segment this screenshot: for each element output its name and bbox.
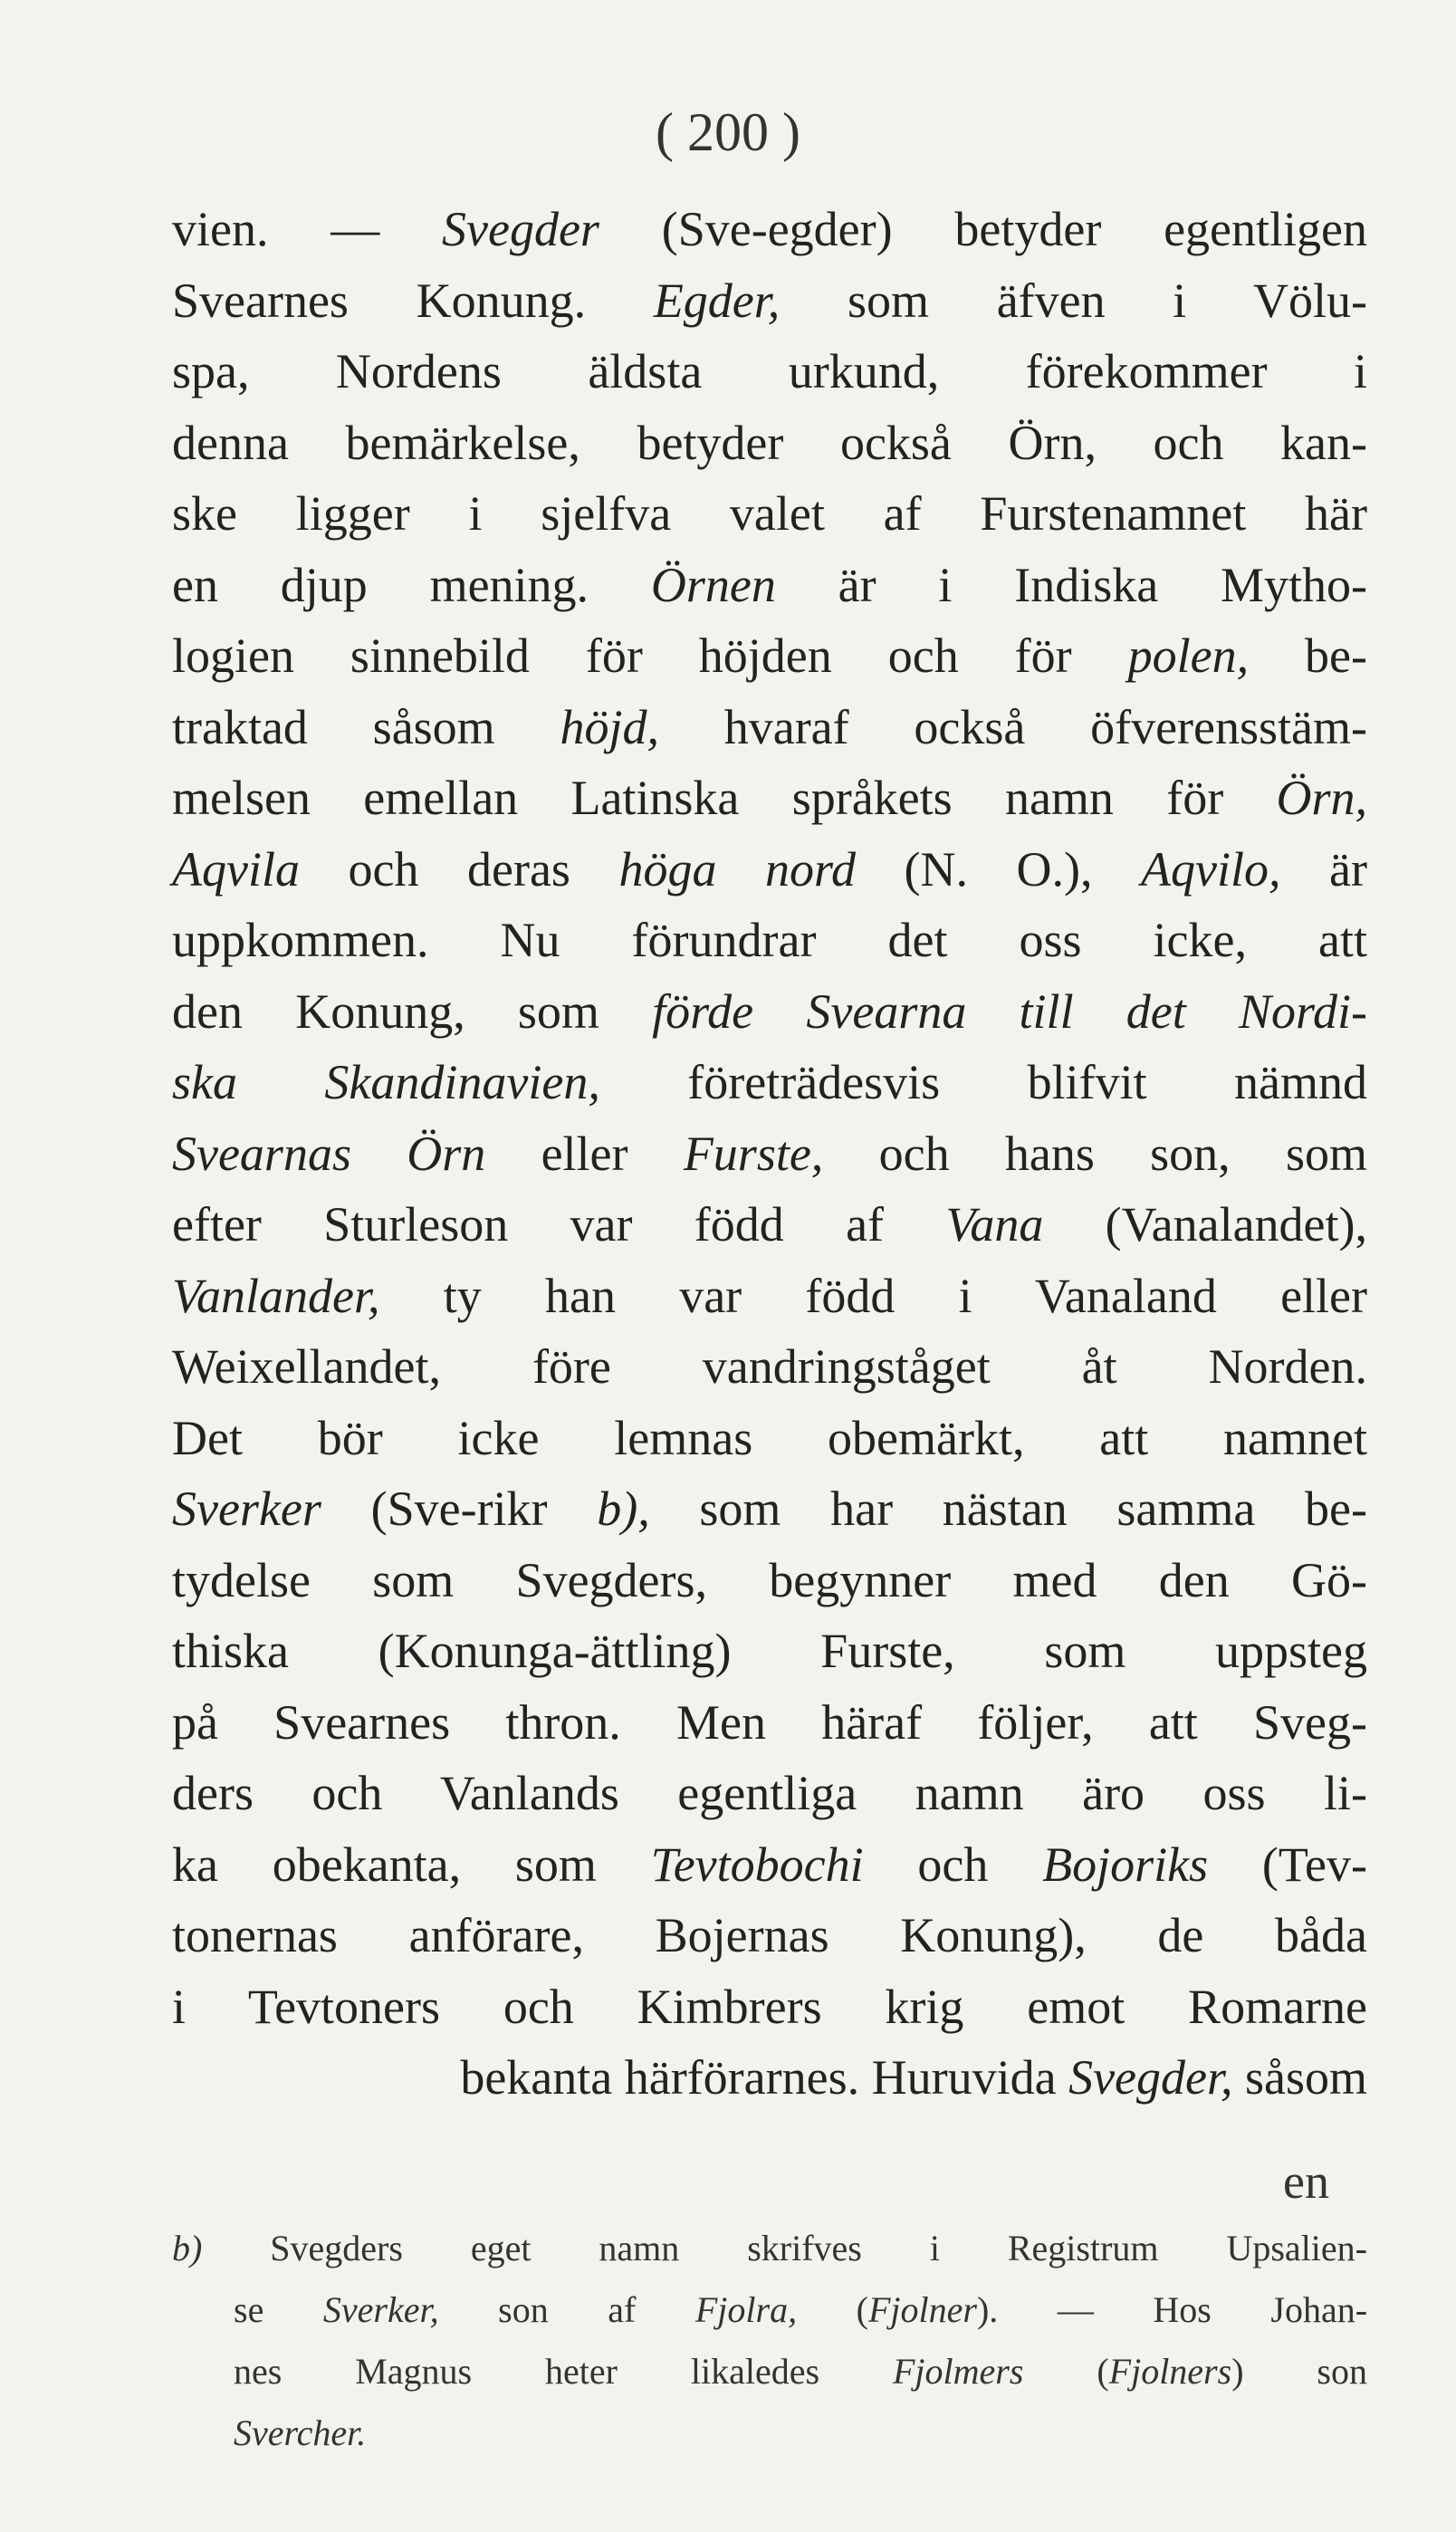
text-run: (Tev-: [1208, 1837, 1367, 1892]
text-line: [172, 341, 1367, 401]
text-run: eller: [485, 1126, 684, 1181]
italic-text: b),: [597, 1482, 650, 1536]
italic-text: Fjolmers: [892, 2351, 1024, 2392]
italic-text: Fjolners: [1108, 2351, 1232, 2392]
text-run: såsom: [1232, 2050, 1367, 2105]
text-line: [172, 199, 1367, 259]
italic-text: Furste,: [683, 1126, 824, 1181]
text-run: som har nästan samma be-: [649, 1482, 1368, 1536]
footnote-line: [172, 2223, 1367, 2274]
text-run: tydelse som Svegders, begynner med den Gö-: [172, 1552, 1367, 1607]
text-run: spa, Nordens äldsta urkund, förekommer i: [172, 344, 1367, 398]
text-run: Svearnes Konung.: [172, 273, 654, 328]
text-line: [172, 484, 1367, 543]
text-line: [172, 1408, 1367, 1468]
italic-text: Vanlander,: [172, 1268, 380, 1323]
italic-text: Sverker,: [322, 2289, 439, 2330]
text-line: [172, 413, 1367, 473]
text-run: och hans son, som: [823, 1126, 1367, 1181]
text-run: (: [1023, 2351, 1109, 2392]
text-run: vien. —: [172, 202, 443, 256]
text-run: traktad såsom: [172, 699, 560, 754]
text-line: [172, 910, 1367, 970]
italic-text: Örn,: [1276, 771, 1367, 825]
text-run: är i Indiska Mytho-: [775, 557, 1368, 612]
text-run: företrädesvis blifvit nämnd: [599, 1055, 1367, 1109]
text-line: [172, 1550, 1367, 1610]
text-line: [172, 982, 1367, 1041]
text-run: (Vanalandet),: [1043, 1197, 1367, 1252]
page-number: ( 200 ): [656, 102, 800, 162]
text-line: [172, 1693, 1367, 1752]
italic-text: förde Svearna till det Nordi-: [652, 983, 1368, 1039]
text-run: Det bör icke lemnas obemärkt, att namnet: [172, 1410, 1367, 1465]
italic-text: Sverker: [172, 1482, 321, 1536]
text-run: ders och Vanlands egentliga namn äro oss li-: [172, 1766, 1367, 1820]
text-line: [172, 1835, 1367, 1894]
text-run: (N. O.),: [856, 841, 1142, 897]
text-line: [172, 2048, 1367, 2107]
text-run: ske ligger i sjelfva valet af Furstenamnet här: [172, 486, 1367, 541]
text-run: som äfven i Völu-: [780, 273, 1367, 328]
text-run: och: [863, 1837, 1043, 1892]
text-run: tonernas anförare, Bojernas Konung), de båda: [172, 1908, 1367, 1962]
text-run: en djup mening.: [172, 557, 651, 612]
text-run: (Sve-rikr: [321, 1482, 598, 1536]
text-line: [172, 839, 1367, 899]
text-run: är: [1280, 841, 1367, 897]
italic-text: ska Skandinavien,: [172, 1055, 600, 1109]
text-line: [172, 1124, 1367, 1184]
text-line: [172, 1763, 1367, 1823]
text-line: [172, 768, 1367, 828]
text-run: be-: [1249, 628, 1367, 683]
italic-text: Svegder: [442, 202, 599, 256]
text-run: ) son: [1231, 2351, 1367, 2392]
italic-text: b): [172, 2228, 203, 2268]
text-line: [172, 1052, 1367, 1112]
text-line: [172, 271, 1367, 331]
italic-text: Aqvila: [172, 841, 300, 897]
italic-text: Tevtobochi: [650, 1837, 864, 1892]
text-run: thiska (Konunga-ättling) Furste, som uppsteg: [172, 1624, 1367, 1678]
text-line: [172, 1621, 1367, 1681]
text-run: efter Sturleson var född af: [172, 1197, 946, 1252]
text-run: (Sve-egder) betyder egentligen: [599, 202, 1367, 256]
text-run: och deras: [299, 841, 619, 897]
italic-text: Fjolner: [867, 2289, 977, 2330]
text-run: Weixellandet, före vandringståget åt Norden.: [172, 1339, 1367, 1394]
text-run: logien sinnebild för höjden och för: [172, 628, 1128, 683]
text-line: [172, 1266, 1367, 1326]
italic-text: Svegder,: [1068, 2050, 1233, 2105]
italic-text: höga nord: [618, 841, 856, 897]
footnote-line: [234, 2408, 1367, 2459]
italic-text: Svearnas Örn: [172, 1126, 486, 1181]
text-run: nes Magnus heter likaledes: [234, 2351, 893, 2392]
text-run: i Tevtoners och Kimbrers krig emot Romarne: [172, 1979, 1367, 2034]
text-run: uppkommen. Nu förundrar det oss icke, att: [172, 913, 1367, 967]
italic-text: Egder,: [653, 273, 781, 328]
footnote-line: [234, 2285, 1367, 2335]
italic-text: Fjolra,: [694, 2289, 798, 2330]
text-run: denna bemärkelse, betyder också Örn, och kan-: [172, 415, 1367, 470]
italic-text: Svercher.: [234, 2412, 367, 2453]
text-line: [172, 626, 1367, 686]
text-run: se: [234, 2289, 323, 2330]
text-line: [172, 1479, 1367, 1539]
text-run: bekanta härförarnes. Huruvida: [460, 2050, 1069, 2105]
text-line: [172, 697, 1367, 757]
catchword: en: [1283, 2154, 1329, 2209]
text-line: [172, 555, 1367, 615]
text-run: den Konung, som: [172, 983, 653, 1039]
text-line: [172, 1905, 1367, 1965]
text-line: [172, 1337, 1367, 1396]
italic-text: Aqvilo,: [1141, 841, 1281, 897]
italic-text: Bojoriks: [1042, 1837, 1209, 1892]
text-run: på Svearnes thron. Men häraf följer, att Sveg-: [172, 1694, 1367, 1750]
text-run: ty han var född i Vanaland eller: [379, 1268, 1367, 1323]
text-run: melsen emellan Latinska språkets namn för: [172, 771, 1277, 825]
italic-text: Örnen: [650, 557, 776, 612]
text-run: son af: [438, 2289, 695, 2330]
text-run: (: [797, 2289, 868, 2330]
text-line: [172, 1194, 1367, 1254]
text-run: ). — Hos Johan-: [976, 2289, 1368, 2330]
text-run: Svegders eget namn skrifves i Registrum Upsalien-: [202, 2228, 1367, 2268]
italic-text: Vana: [945, 1197, 1044, 1252]
text-line: [172, 1977, 1367, 2037]
italic-text: höjd,: [560, 699, 659, 754]
footnote-line: [234, 2346, 1367, 2397]
text-run: hvaraf också öfverensstäm-: [658, 699, 1367, 754]
italic-text: polen,: [1127, 628, 1250, 683]
text-run: ka obekanta, som: [172, 1837, 651, 1892]
